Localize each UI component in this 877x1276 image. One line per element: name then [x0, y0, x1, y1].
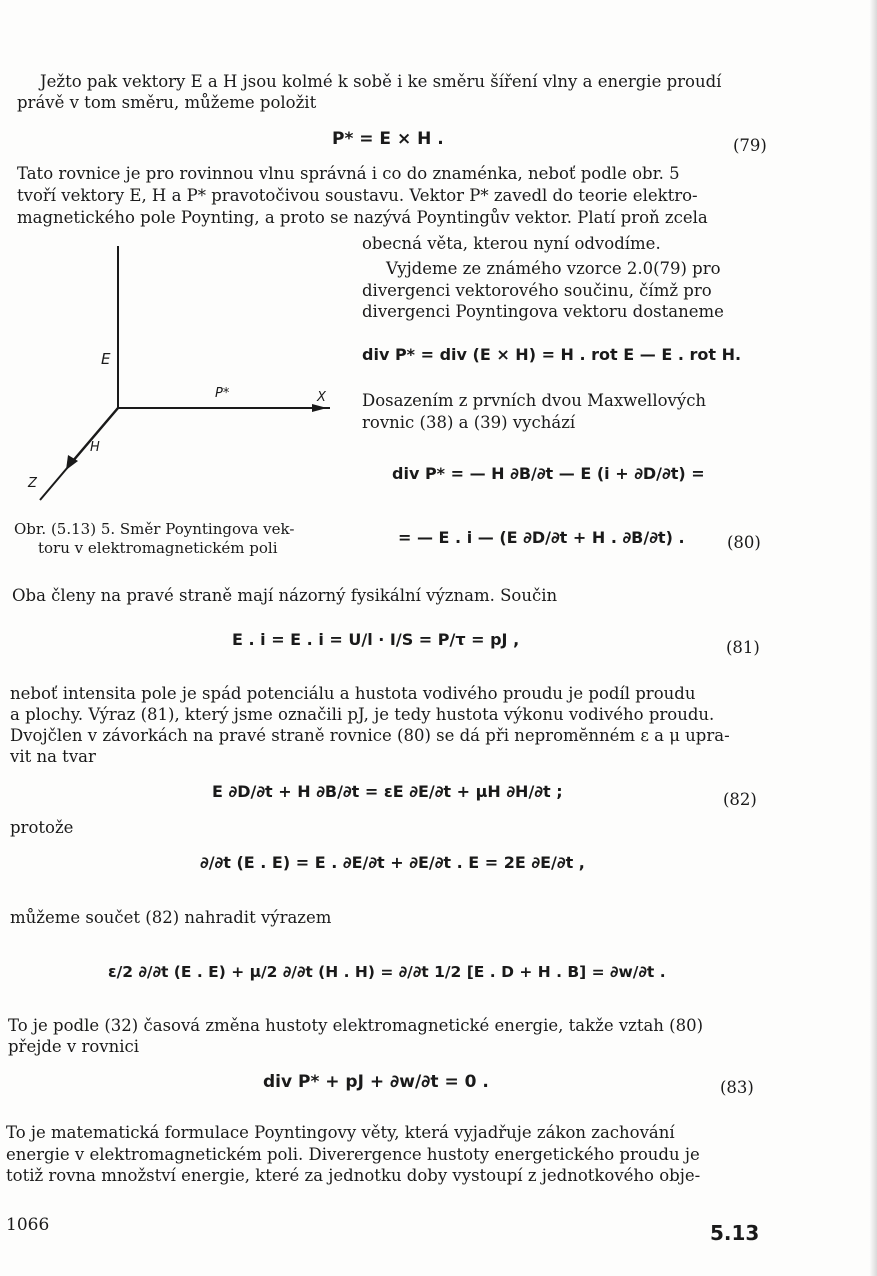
equation-number: (82) — [723, 790, 757, 809]
figure-label-x: X — [317, 390, 326, 405]
equation-protoze: ∂/∂t (E . E) = E . ∂E/∂t + ∂E/∂t . E = 2E ∂E/∂t , — [200, 853, 585, 872]
text-line: Oba členy na pravé straně mají názorný fysikální význam. Součin — [12, 586, 558, 605]
figure-label-p: P* — [215, 386, 230, 401]
text-line: vit na tvar — [10, 747, 96, 766]
figure-caption: Obr. (5.13) 5. Směr Poyntingova vek- — [14, 520, 295, 538]
text-line: Dosazením z prvních dvou Maxwellových — [362, 391, 707, 410]
equation-79: P* = E × H . — [332, 129, 444, 149]
equation-div: div P* = div (E × H) = H . rot E — E . rot H. — [362, 345, 742, 364]
text-line: rovnic (38) a (39) vychází — [362, 413, 576, 432]
text-line: obecná věta, kterou nyní odvodíme. — [362, 234, 661, 253]
text-line: Ježto pak vektory E a H jsou kolmé k sobě i ke směru šíření vlny a energie proudí — [40, 72, 722, 91]
equation-82: E ∂D/∂t + H ∂B/∂t = εE ∂E/∂t + μH ∂H/∂t ; — [212, 782, 563, 801]
equation-sum: ε/2 ∂/∂t (E . E) + μ/2 ∂/∂t (H . H) = ∂/∂t 1/2 [E . D + H . B] = ∂w/∂t . — [108, 963, 666, 981]
equation-number: (79) — [733, 136, 767, 155]
text-line: To je matematická formulace Poyntingovy věty, která vyjadřuje zákon zachování — [6, 1123, 675, 1142]
equation-number: (81) — [726, 638, 760, 657]
equation-80-line1: div P* = — H ∂B/∂t — E (i + ∂D/∂t) = — [392, 464, 705, 483]
text-line: energie v elektromagnetickém poli. Diverergence hustoty energetického proudu je — [6, 1145, 700, 1164]
text-line: můžeme součet (82) nahradit výrazem — [10, 908, 332, 927]
text-line: To je podle (32) časová změna hustoty elektromagnetické energie, takže vztah (80) — [8, 1016, 704, 1035]
figure-label-h: H — [90, 440, 100, 455]
text-line: a plochy. Výraz (81), který jsme označili pJ, je tedy hustota výkonu vodivého proudu. — [10, 705, 715, 724]
text-line: protože — [10, 818, 74, 837]
text-line: Vyjdeme ze známého vzorce 2.0(79) pro — [386, 259, 721, 278]
figure-label-z: Z — [28, 476, 37, 491]
text-line: divergenci Poyntingova vektoru dostaneme — [362, 302, 724, 321]
section-number: 5.13 — [710, 1221, 760, 1245]
equation-80-line2: = — E . i — (E ∂D/∂t + H . ∂B/∂t) . — [398, 528, 685, 547]
text-line: přejde v rovnici — [8, 1037, 140, 1056]
text-line: magnetického pole Poynting, a proto se nazývá Poyntingův vektor. Platí proň zcela — [17, 208, 708, 227]
text-line: tvoří vektory E, H a P* pravotočivou soustavu. Vektor P* zavedl do teorie elektro- — [17, 186, 698, 205]
equation-83: div P* + pJ + ∂w/∂t = 0 . — [263, 1072, 489, 1092]
equation-number: (83) — [720, 1078, 754, 1097]
text-line: Dvojčlen v závorkách na pravé straně rovnice (80) se dá při nepromĕnném ε a μ upra- — [10, 726, 730, 745]
page-edge-shadow — [869, 0, 877, 1276]
text-line: divergenci vektorového součinu, čímž pro — [362, 281, 712, 300]
equation-number: (80) — [727, 533, 761, 552]
equation-81: E . i = E . i = U/l · I/S = P/τ = pJ , — [232, 630, 520, 649]
text-line: totiž rovna množství energie, které za jednotku doby vystoupí z jednotkového obje- — [6, 1166, 701, 1185]
figure-label-e: E — [101, 350, 111, 368]
figure-caption: toru v elektromagnetickém poli — [38, 539, 278, 557]
text-line: Tato rovnice je pro rovinnou vlnu správná i co do znaménka, neboť podle obr. 5 — [17, 164, 680, 183]
text-line: právě v tom směru, můžeme položit — [17, 93, 317, 112]
page-number: 1066 — [6, 1215, 50, 1235]
text-line: neboť intensita pole je spád potenciálu a hustota vodivého proudu je podíl proudu — [10, 684, 696, 703]
